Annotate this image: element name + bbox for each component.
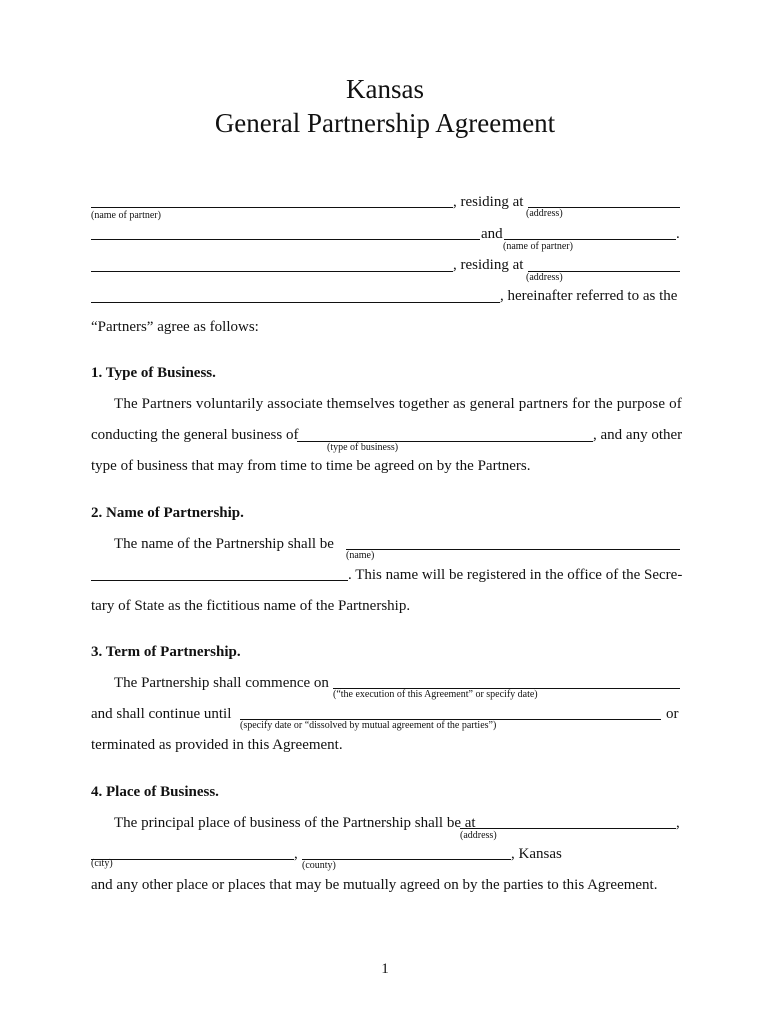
section-3-paragraph-line-1: The Partnership shall commence on <box>114 675 329 691</box>
continue-until-caption: (specify date or “dissolved by mutual agreement of the parties”) <box>240 720 497 731</box>
section-1-paragraph-line-1: The Partners voluntarily associate themselves together as general partners for the purpose of <box>114 396 682 412</box>
partnership-name-continuation-line[interactable] <box>91 580 348 581</box>
section-1-heading: 1. Type of Business. <box>91 365 216 381</box>
address-continuation-line[interactable] <box>91 302 500 303</box>
section-4-heading: 4. Place of Business. <box>91 784 219 800</box>
document-title: General Partnership Agreement <box>214 108 556 138</box>
county-caption: (county) <box>302 860 336 871</box>
principal-address-caption: (address) <box>460 830 497 841</box>
city-line[interactable] <box>91 859 294 860</box>
section-3-paragraph-line-2b: or <box>666 706 679 722</box>
and-label: and <box>481 226 503 242</box>
partnership-name-line[interactable] <box>346 549 680 550</box>
residing-at-label-2: , residing at <box>453 257 524 273</box>
partner2-line[interactable] <box>91 271 453 272</box>
name-of-partner-caption-2: (name of partner) <box>503 241 573 252</box>
partner1-name-line[interactable] <box>91 207 453 208</box>
city-comma: , <box>294 846 298 862</box>
kansas-state-label: , Kansas <box>511 846 562 862</box>
section-2-paragraph-line-2: . This name will be registered in the office of the Secre- <box>348 567 683 583</box>
section-3-heading: 3. Term of Partnership. <box>91 644 241 660</box>
principal-address-line[interactable] <box>460 828 676 829</box>
partners-agree-text: “Partners” agree as follows: <box>91 319 259 335</box>
section-3-paragraph-line-2a: and shall continue until <box>91 706 232 722</box>
address-caption-1: (address) <box>526 208 563 219</box>
party-blank-line[interactable] <box>91 239 480 240</box>
section-3-paragraph-line-3: terminated as provided in this Agreement. <box>91 737 343 753</box>
section-1-paragraph-line-3: type of business that may from time to time be agreed on by the Partners. <box>91 458 531 474</box>
type-of-business-caption: (type of business) <box>327 442 399 453</box>
address-caption-2: (address) <box>526 272 563 283</box>
hereinafter-text: , hereinafter referred to as the <box>500 288 678 304</box>
section-4-paragraph-line-3: and any other place or places that may be mutually agreed on by the parties to this Agreement. <box>91 877 658 893</box>
section-4-comma-end: , <box>676 815 680 831</box>
residing-at-label-1: , residing at <box>453 194 524 210</box>
section-4-paragraph-line-1: The principal place of business of the Partnership shall be at <box>114 815 476 831</box>
commence-date-caption: (“the execution of this Agreement” or specify date) <box>333 689 538 700</box>
section-2-paragraph-line-3: tary of State as the fictitious name of the Partnership. <box>91 598 411 614</box>
section-1-paragraph-line-2a: conducting the general business of <box>91 427 299 443</box>
page-number: 1 <box>381 961 389 977</box>
partner2-name-line[interactable] <box>504 239 676 240</box>
section-1-paragraph-line-2b: , and any other <box>593 427 683 443</box>
name-caption: (name) <box>346 550 375 561</box>
period-mark: . <box>676 226 680 242</box>
name-of-partner-caption-1: (name of partner) <box>91 210 161 221</box>
city-caption: (city) <box>91 858 113 869</box>
section-2-paragraph-line-1: The name of the Partnership shall be <box>114 536 334 552</box>
document-title-state: Kansas <box>346 74 424 104</box>
section-2-heading: 2. Name of Partnership. <box>91 505 244 521</box>
